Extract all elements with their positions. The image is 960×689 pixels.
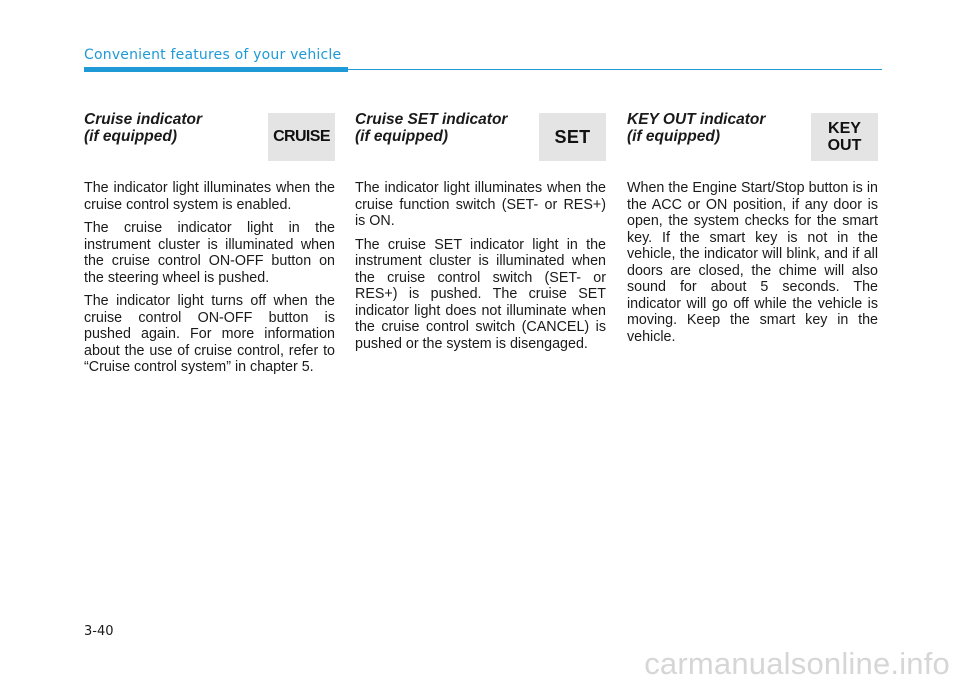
paragraph: When the Engine Start/Stop button is in the ACC or ON position, if any door is open, the system checks for the smart key. If the smart key is not in the vehicle, the indicator will blink, and if all doors are closed, the chime will also sound for about 5 seconds. The indicator will go off while the vehicle is moving. Keep the smart key in the vehicle. xyxy=(627,180,878,345)
paragraph: The cruise indicator light in the instrument cluster is illuminated when the cruise control ON-OFF button on the steering wheel is pushed. xyxy=(84,220,335,286)
cruise-set-indicator-title-row xyxy=(355,111,606,167)
header-accent-bar xyxy=(84,67,348,72)
badge-line: OUT xyxy=(827,137,862,154)
title-qualifier: (if equipped) xyxy=(355,128,448,145)
paragraph: The indicator light illuminates when the cruise function switch (SET- or RES+) is ON. xyxy=(355,180,606,229)
cruise-set-indicator-section xyxy=(355,111,606,359)
title-qualifier: (if equipped) xyxy=(84,128,177,145)
title-line: Cruise indicator xyxy=(84,111,202,128)
watermark: carmanualsonline.info xyxy=(644,646,950,681)
key-out-indicator-title-row xyxy=(627,111,878,167)
paragraph: The indicator light illuminates when the cruise control system is enabled. xyxy=(84,180,335,213)
cruise-set-indicator-icon: SET xyxy=(539,113,606,161)
title-qualifier: (if equipped) xyxy=(627,128,720,145)
section-header: Convenient features of your vehicle xyxy=(84,47,342,63)
paragraph: The cruise SET indicator light in the instrument cluster is illuminated when the cruise control switch (SET- or RES+) is pushed. The cruise SET indicator light does not illuminate when the cruise control switch (CANCEL) is pushed or the system is disengaged. xyxy=(355,236,606,352)
cruise-indicator-section xyxy=(84,111,335,383)
header-rule xyxy=(348,69,882,70)
title-line: Cruise SET indicator xyxy=(355,111,508,128)
page-number: 3-40 xyxy=(84,624,114,639)
paragraph: The indicator light turns off when the cruise control ON-OFF button is pushed again. For more information about the use of cruise control, refer to “Cruise control system” in chapter 5. xyxy=(84,293,335,375)
cruise-indicator-icon: CRUISE xyxy=(268,113,335,161)
key-out-indicator-section xyxy=(627,111,878,352)
cruise-indicator-title-row xyxy=(84,111,335,167)
title-line: KEY OUT indicator xyxy=(627,111,766,128)
key-out-indicator-icon xyxy=(811,113,878,161)
badge-line: KEY xyxy=(828,120,861,137)
